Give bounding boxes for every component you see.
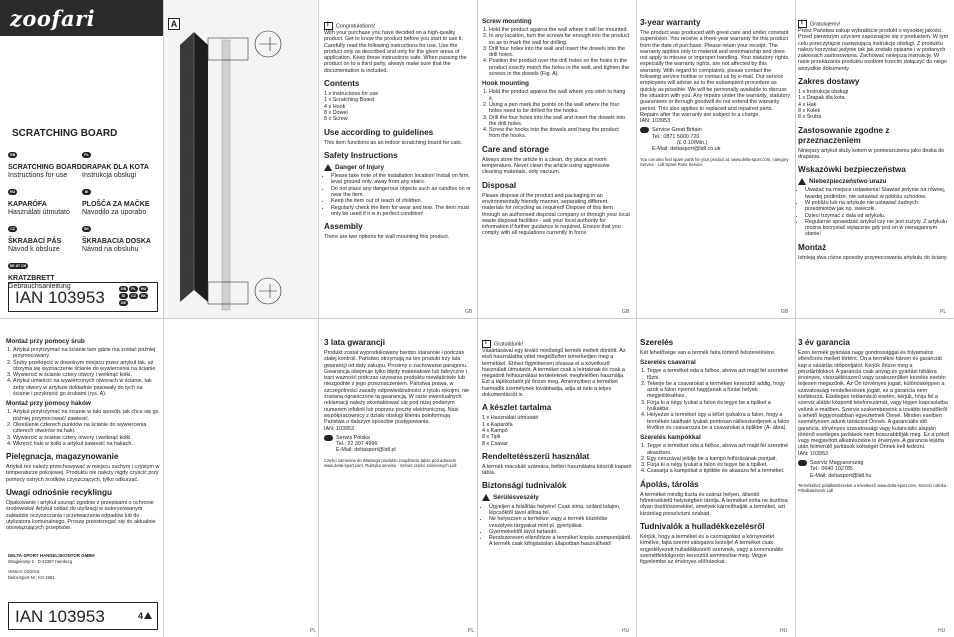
use-heading: Zastosowanie zgodne z przeznaczeniem — [798, 125, 890, 145]
contents-item: 4 x Hak — [798, 101, 817, 108]
spare-parts-note: You can also find spare parts for your product at: www.delta-sport.com, category Service - Lidl Spare Parts Service — [640, 156, 789, 167]
contents-item: 1 x Használati útmutató — [482, 415, 539, 422]
hu-warranty-column — [798, 338, 950, 493]
care-text: Always store the article in a clean, dry place at room temperature. Never clean the article using aggressive cleaning materials, only vacuum. — [482, 156, 610, 176]
safety-heading: Biztonsági tudnivalók — [482, 481, 567, 491]
safety-item: • Gyermekektől távol tartandó. — [489, 529, 632, 535]
page-lang-label: HU — [938, 628, 946, 634]
congrats-text: Vásárlásával egy kiváló minőségű termék mellett döntött. Az első használatba vétel megelőzően ismerkedjen meg a termékkel. Ehhez figyelmesen olvassa el a következő használati útmutatót. A terméket csak a leírtaknak és csak a megadott felhasználási területeknek megfelelően használja. Ezt a tájékoztatót jól őrizze meg. Amennyiben a terméket harmadik személynek továbbadja, adja át neki a teljes dokumentációt is. — [482, 348, 626, 399]
hook-step: 2. Using a pen mark the points on the wall where the four holes need to be drilled for the hooks. — [489, 102, 630, 115]
warranty-heading: 3 lata gwarancji — [324, 338, 385, 347]
assembly-heading: Szerelés — [640, 338, 674, 347]
instructions-icon — [798, 20, 807, 28]
assembly-heading: Montaż — [798, 242, 827, 252]
version-text: Version: 03/2015 — [8, 569, 40, 574]
service-name: Szerviz Magyarország — [810, 460, 864, 467]
hook-heading: Montaż przy pomocy haków — [6, 400, 91, 408]
service-tel: Tel.: 22 397 4996 — [336, 441, 378, 448]
gb-warranty-column — [640, 18, 790, 167]
contents-item: 8 x Screw — [324, 116, 348, 123]
screw-step: 1. Tegye a terméket oda a falhoz, ahova azt majd fel szeretné fűzni. — [647, 368, 790, 381]
contents-item: 1 x Scratching Board — [324, 97, 375, 104]
flag-icon: SI — [82, 189, 91, 195]
flag-icon: HU — [140, 287, 147, 291]
service-name: Service Great Britain — [652, 127, 702, 134]
screw-step: 4. Helyezze a terméket úgy a kifúrt lyukakra a falon, hogy a termékén található lyukak pontosan ráilleszkedjenek a falon lévőkre és csavarozza be a csavarokat a tiplikbe (A- ábra). — [647, 412, 790, 431]
contents-item: 1 x Instructions for use — [324, 91, 379, 98]
flag-icon: HU — [9, 189, 16, 194]
screw-heading: Szerelés csavarral — [640, 359, 696, 367]
flag-icon: DE AT CH — [9, 263, 27, 268]
screw-step: 3. Wywiercić w ścianie cztery otwory i wetknąć kołki. — [13, 372, 160, 378]
safety-item: • Regularly check the item for wear and tear. The item must only be used if it is in perfect condition! — [331, 205, 472, 218]
hook-step: 1. Artykuł przytrzymać na ścianie w taki sposób, jak chce się go później przymocować/ zawiesić. — [13, 409, 160, 422]
hook-step: 2. Określenie czterech punktów na ścianie do wywiercenia czterech otworów na haki. — [13, 422, 160, 435]
screw-step: 4. Position the product over the drill holes so the holes in the product exactly match the holes in the wall, and tighten the screws in the dowels (Fig. A). — [489, 58, 630, 77]
service-tel: Tel.: 0871 5000 720 — [652, 133, 700, 140]
care-heading: Ápolás, tárolás — [640, 479, 699, 489]
hook-step: 3. Drill the four holes into the wall and insert the dowels into the drill holes. — [489, 115, 630, 128]
assembly-heading: Assembly — [324, 222, 363, 232]
use-heading: Rendeltetésszerű használat — [482, 451, 590, 461]
congrats-text: Przez Państwa zakup wybraliście produkt o wysokiej jakości. Przed pierwszym użyciem zapoznajcie się z produktem. W tym celu przeczytajcie następującą instrukcję obsługi. Z produktu należy korzystać jedynie tak jak zostało opisane i w podanych zakresach zastosowania. Zachować niniejszą instrukcję. W razie przekazania produktu osobom trzecim dołączyć do niego wszystkie dokumenty. — [798, 28, 949, 72]
service-block — [640, 127, 790, 152]
hook-step: 3. Wywiercić w ścianie cztery otwory i wetknąć kołki. — [13, 435, 160, 441]
congrats-heading: Gratulujemy! — [810, 21, 841, 28]
hook-step: 4. Wkręcić haki w kołki a artykuł zawiesić na hakach. — [13, 441, 160, 447]
page-lang-label: PL — [940, 309, 947, 315]
spare-parts-note: Termékéhez pótalkatrészeket a következő www.delta-sport.com, Szerviz rubrika - Pótalkatrészek Lidl — [798, 482, 949, 493]
assembly-text: Két lehetősége van a termék falra történő felszerelésére. — [640, 350, 776, 356]
ian-box-bottom — [8, 602, 158, 630]
page-lang-label: HU — [780, 628, 788, 634]
diagram-panel — [164, 0, 317, 318]
contents-item: 8 x Tipli — [482, 434, 501, 441]
screw-step: 1. Artykuł przytrzymać na ścianie tam gdzie ma zostać później przymocowany. — [13, 347, 160, 360]
contents-item: 4 x Hook — [324, 103, 346, 110]
contents-item: 8 x Kołek — [798, 107, 821, 114]
flag-icon: SK — [141, 294, 146, 298]
language-item: SK ŠKRABACIA DOSKA Návod na obsluhu — [82, 226, 151, 253]
disposal-text: Opakowanie i artykuł usunąć zgodnie z przepisami o ochronie środowiska! Artykuł oddać do utylizacji w autoryzowanym zakładzie oczyszczania i przetwarzania odpadów lub do utylizatora komunalnego. Proszę przestrzegać się do aktualnie obowiązujących przepisów. — [6, 500, 156, 532]
page-number: 4 — [137, 611, 143, 621]
contents-heading: A készlet tartalma — [482, 403, 552, 413]
disposal-heading: Uwagi odnośnie recyklingu — [6, 488, 113, 498]
danger-heading: Niebezpieczeństwo urazu — [809, 178, 887, 186]
warranty-text: Produkt został wyprodukowany bardzo starannie i podczas stałej kontroli. Państwo otrzymują na ten produkt trzy lata gwarancji od daty zakupu. Prosimy o zachowanie paragonu. Gwarancja obejmuje tylko błędy materiałowe lub fabryczne i traci ważność podczas używania produktu niewłaściwie lub niezgodnie z jego przeznaczeniem. Państwa prawa, w szczególności zasady odpowiedzialności z tytułu rękojmi, nie zostaną ograniczone tą gwarancją. W razie ewentualnych reklamacji należy skontaktować się pod niżej podanym numerem infolinii lub poprzez pocztę elektroniczną. Nasi współpracownicy z działu obsługi klienta poinformują Państwa o dalszym sposobie postępowania. — [324, 350, 470, 426]
service-block — [324, 435, 472, 454]
hook-step: 1. Hold the product against the wall where you wish to hang it. — [489, 89, 630, 102]
service-tel: Tel.: 0640 102785 — [810, 466, 853, 473]
page-lang-label: PL — [468, 628, 475, 634]
fold-line-5 — [795, 0, 796, 637]
use-text: Niniejszy artykuł służy kotom w pomieszczeniu jako deska do drapania. — [798, 147, 945, 160]
screw-step: 3. Drill four holes into the wall and insert the dowels into the drill holes. — [489, 46, 630, 59]
safety-item: • Please take note of the installation location! Install on firm, level ground only, away from any stairs. — [331, 173, 472, 186]
congrats-text: With your purchase you have decided on a high-quality product. Get to know the product before you start to use it. Carefully read the following instructions for use. Use the product only as described and only for the given areas of application. Keep these instructions safe. When passing the product on to a third party, always make sure that the documentation is included. — [324, 30, 467, 74]
ian-text: IAN: 103953 — [798, 450, 828, 457]
service-icon — [798, 460, 807, 466]
instructions-icon — [482, 340, 491, 348]
service-cost: (£ 0.10/Min.) — [677, 140, 708, 147]
language-list-right — [82, 146, 162, 254]
language-item: PL DRAPAK DLA KOTA Instrukcja obsługi — [82, 152, 149, 179]
congrats-heading: Gratulálunk! — [494, 341, 524, 348]
safety-item: • Uważać na miejsce ustawienia! Stawiać jedynie na równej, twardej podłodze, nie ustawiać w pobliżu schodów. — [805, 187, 950, 200]
language-item: CZ ŠKRABACÍ PÁS Návod k obsluze — [8, 226, 62, 253]
screw-step: 2. In any location, turn the screws far enough into the product so as to mark the wall for drilling. — [489, 33, 630, 46]
hook-step: 4. Screw the hooks into the dowels and hang the product from the hooks. — [489, 127, 630, 140]
service-email: E-Mail: deltasport@lidl.pl — [336, 447, 396, 454]
use-text: A termék macskák számára, beltéri használatra készült kaparó tábla. — [482, 463, 632, 477]
hu-mounting-column — [640, 338, 790, 565]
contents-item: 4 x Kampó — [482, 427, 508, 434]
disposal-heading: Disposal — [482, 180, 517, 190]
gb-mounting-column — [482, 18, 630, 237]
pl-intro-column — [798, 20, 950, 261]
screw-step: 1. Hold the product against the wall where it will be mounted. — [489, 27, 630, 33]
gb-intro-column — [324, 22, 472, 240]
service-icon — [324, 435, 333, 441]
flag-icon: SK — [84, 226, 89, 231]
safety-item: • Ügyeljen a felállítás helyére! Csak sima, szilárd talajon, lépcsőktől távol állítsa fel. — [489, 504, 632, 517]
danger-heading: Danger of Injury — [335, 164, 385, 172]
warranty-text: Ezen termék gyártása nagy gondossággal és folyamatos ellenőrzés mellett történt. On a termékre három év garanciát kap a vásárlás időpontjától. Kérjük őrizze meg a pénztárblokkot. A garancia csak anyag és gyártási hibákra érvényes, visszaélésszerű vagy szakszerűtlen kezelés esetén teljesen megszűnik. Az Ön törvényes jogait, különösképpen a szavatossági rendelkezések jogait, ez a garancia nem korlátozza. Esetleges reklamáció esetén, kérjük, hívja fel a szerviz alábbi központi telefonszámát, vagy lépjen kapcsolatba velünk e-mailben. Szerviz szakembereink a további teendőkről a lehető leggyorsabban egyeztetnek Önnel. Minden esetben személyesen adunk tanácsot Önnek. A garanciális idő garancia, törvényes szavatossági vagy kulanciális alapján történő esetleges javítások nem hosszabbítják meg. Ez a pótolt vagy megjavított alkatrészekre is érvényes. A garancia lejárta után felmerülő javítások költségét Önnek kell fedezni. — [798, 350, 950, 451]
contents-heading: Contents — [324, 79, 360, 89]
language-list-left — [8, 146, 83, 291]
hu-intro-column — [482, 340, 632, 548]
assembly-text: There are two options for wall mounting this product. — [324, 234, 450, 241]
warranty-heading: 3-year warranty — [640, 18, 701, 27]
instructions-icon — [324, 22, 333, 30]
screw-step: 4. Artykuł umieścić na wywierconych otworach w ścianie, tak żeby otwory w artykule dokładnie pasowały do tych na ścianie i przykręcić go śrubami (rys. A). — [13, 378, 160, 397]
flag-icon: GB — [9, 152, 16, 157]
scratching-board-diagram — [164, 0, 317, 318]
flag-icon: GB — [120, 287, 127, 291]
language-item: DE AT CH KRATZBRETT Gebrauchsanleitung — [8, 263, 71, 290]
brand-logo: zoofari — [10, 6, 96, 31]
safety-item: • Keep the item out of reach of children. — [331, 198, 472, 204]
service-name: Serwis Polska — [336, 434, 370, 441]
safety-item: • Dzieci trzymać z dala od artykułu. — [805, 213, 950, 219]
contents-item: 8 x Dowel — [324, 109, 348, 116]
flag-icon: CZ — [129, 293, 138, 299]
page-lang-label: GB — [622, 309, 630, 315]
safety-item: • Regularnie sprawdzać artykuł czy nie jest zużyty. Z artykułu można korzystać wyłącznie gdy jest on w nienagannym stanie! — [805, 219, 950, 238]
safety-item: • Do not place any dangerous objects such as candles on or near the item. — [331, 186, 472, 199]
service-email: E-Mail: deltasport@lidl.co.uk — [652, 146, 721, 153]
company-info — [8, 553, 158, 581]
page-lang-label: GB — [465, 309, 473, 315]
fold-line-3 — [477, 0, 478, 637]
warning-icon — [324, 164, 332, 171]
ian-text: IAN: 103953 — [324, 425, 354, 432]
danger-heading: Sérülésveszély — [493, 494, 539, 502]
hook-heading: Hook mounting — [482, 80, 529, 88]
safety-item: • W pobliżu lub na artykule nie ustawiać żadnych przedmiotów jak np. świeczki. — [805, 200, 950, 213]
ian-box — [8, 282, 158, 312]
screw-heading: Screw mounting — [482, 18, 532, 25]
flag-icon: DE — [121, 301, 126, 305]
language-item: GB SCRATCHING BOARD Instructions for use — [8, 152, 82, 179]
disposal-heading: Tudnivalók a hulladékkezelésről — [640, 521, 765, 531]
warning-icon — [482, 494, 490, 501]
service-block — [798, 460, 950, 479]
warning-icon — [144, 612, 152, 619]
flag-icon: PL — [129, 286, 138, 292]
use-heading: Use according to guidelines — [324, 127, 434, 137]
warranty-text: The product was produced with great care and under constant supervision. You receive a three-year warranty for this product from the date of purchase. Please retain your receipt. The warranty applies only to material and workmanship and does not apply to misuse or improper handling. Your statutory rights, especially the warranty rights, are not affected by this warranty. With regard to complaints, please contact the following service hotline or contact us by e-mail. Our service employees will advise as to the subsequent procedure as quickly as possible. We will be personally available to discuss the situation with you. Any repairs under the warranty, statutory guarantees or through goodwill do not extend the warranty period. This also applies to replaced and repaired parts. Repairs after the warranty are subject to a charge. — [640, 30, 791, 118]
screw-step: 2. Tekerje be a csavarokat a terméken keresztül addig, hogy azok a falon nyomot hagyjanak a fúrási helyek megjelöléséhez. — [647, 381, 790, 400]
language-item: SI PLOŠČA ZA MAČKE Navodilo za uporabo — [82, 189, 150, 216]
hook-heading: Szerelés kampókkal — [640, 434, 701, 442]
screw-step: 3. Fúrja ki a négy lyukat a falon és tegye be a tipliket a lyukakba. — [647, 400, 790, 413]
flag-icon: PL — [82, 152, 91, 158]
delta-sport-number: Delta-Sport-Nr.: KS-1981 — [8, 575, 55, 580]
hook-step: 4. Csavarja a kampókat a tiplikbe és akassza fel a terméket. — [647, 468, 790, 474]
brand-bar — [0, 0, 163, 36]
contents-heading: Zakres dostawy — [798, 77, 860, 87]
pl-warranty-column — [324, 338, 472, 468]
screw-heading: Montaż przy pomocy śrub — [6, 338, 85, 345]
congrats-heading: Congratulations! — [336, 23, 376, 30]
screw-step: 2. Śruby przekręcić w dowolnym miejscu przez artykuł tak, aż otrzyma się wyznaczenie ścianie do wywiercenia na ścianie. — [13, 360, 160, 373]
fold-line-4 — [636, 0, 637, 637]
warning-icon — [798, 178, 806, 185]
use-text: This item functions as an indoor scratching board for cats. — [324, 139, 463, 146]
care-text: A terméket mindig tiszta és száraz helyen, állandó hőmérsékletű helyiségben tárolja. A terméket soha ne tisztítsa olyan tisztítószerekkel, amelyek károsíthatják a terméket, azt kizárólag porszívózni szabad. — [640, 491, 788, 517]
care-heading: Pielęgnacja, magazynowanie — [6, 452, 119, 462]
contents-item: 8 x Śruba — [798, 114, 822, 121]
contents-item: 1 x Kaparófa — [482, 421, 513, 428]
flag-icon: SI — [119, 293, 128, 299]
ian-number: IAN 103953 — [15, 607, 105, 626]
care-text: Artykuł też należy przechowywać w miejscu suchym i czystym w temperaturze pokojowej. Produktu nie należy nigdy czyścić przy pomocy ostrych środków czyszczących, tylko odkurzać. — [6, 464, 160, 483]
safety-heading: Wskazówki bezpieczeństwa — [798, 165, 906, 175]
page-lang-label: HU — [622, 628, 630, 634]
figure-label: A — [168, 18, 180, 30]
service-email: E-Mail: deltasport@lidl.hu — [810, 472, 872, 479]
safety-item: • Ne helyezzen a termékre vagy a termék közelébe veszélyes tárgyakat mint pl. gyertyákat. — [489, 516, 632, 529]
fold-line-2 — [318, 0, 319, 637]
service-icon — [640, 127, 649, 133]
disposal-text: Kérjük, hogy a terméket és a csomagolást a környezetet kímélve, fajta szerint válogatva kezelje! A terméket csak engedélyezett hulladékkezelő szervnek, vagy a kommunális szemétfeldolgozón keresztül semmisítse meg. Vegye figyelembe az érvényes előírásokat. — [640, 533, 783, 566]
flag-icon: CZ — [8, 226, 17, 232]
contents-item: 1 x Drapak dla kota — [798, 95, 845, 102]
hook-step: 2. Egy ceruzával jelölje be a kampó felfúrásának pontjait. — [647, 456, 790, 462]
warranty-heading: 3 év garancia — [798, 338, 850, 347]
hook-step: 3. Fúrja ki a négy lyukat a falon és tegye be a tipliket. — [647, 462, 790, 468]
ian-text: IAN: 103953 — [640, 118, 670, 125]
product-title: SCRATCHING BOARD — [12, 128, 118, 139]
safety-item: • Rendszeresen ellenőrizze a terméket kopás szempontjából. A termék csak kifogástalan állapotban használható! — [489, 535, 632, 548]
spare-parts-note: Części zamienne do Waszego produktu znajdziecie także pod adresem www.delta-sport.com, Rubryka serwisu - Serwis części zamiennych Lidl — [324, 457, 457, 468]
hook-step: 1. Tegye a terméket oda a falhoz, ahova azt majd fel szeretné akasztani. — [647, 443, 790, 456]
page-lang-label: PL — [310, 628, 317, 634]
care-heading: Care and storage — [482, 144, 549, 154]
language-item: HU KAPARÓFA Használati útmutató — [8, 189, 70, 216]
contents-item: 8 x Csavar — [482, 440, 508, 447]
ian-number: IAN 103953 — [15, 288, 105, 307]
assembly-text: Istnieją dwa różne sposoby przymocowania artykułu do ściany. — [798, 254, 948, 261]
company-address: Wragekamp 6 · D-22397 Hamburg — [8, 559, 73, 564]
company-name: DELTA-SPORT HANDELSKONTOR GMBH — [8, 553, 95, 558]
page-lang-label: GB — [781, 309, 789, 315]
contents-item: 1 x Instrukcja obsługi — [798, 89, 849, 96]
pl-mounting-column — [6, 338, 160, 532]
flag-grid — [119, 286, 153, 306]
safety-heading: Safety Instructions — [324, 150, 398, 160]
disposal-text: Please dispose of the product and packaging in an environmentally friendly manner, separating different materials for recycling as required! Dispose of this item through an authorised disposal company or through your local waste disposal facilities - ask your local authority for information if further guidance is required. Ensure that you comply with all regulations currently in force. — [482, 192, 630, 237]
